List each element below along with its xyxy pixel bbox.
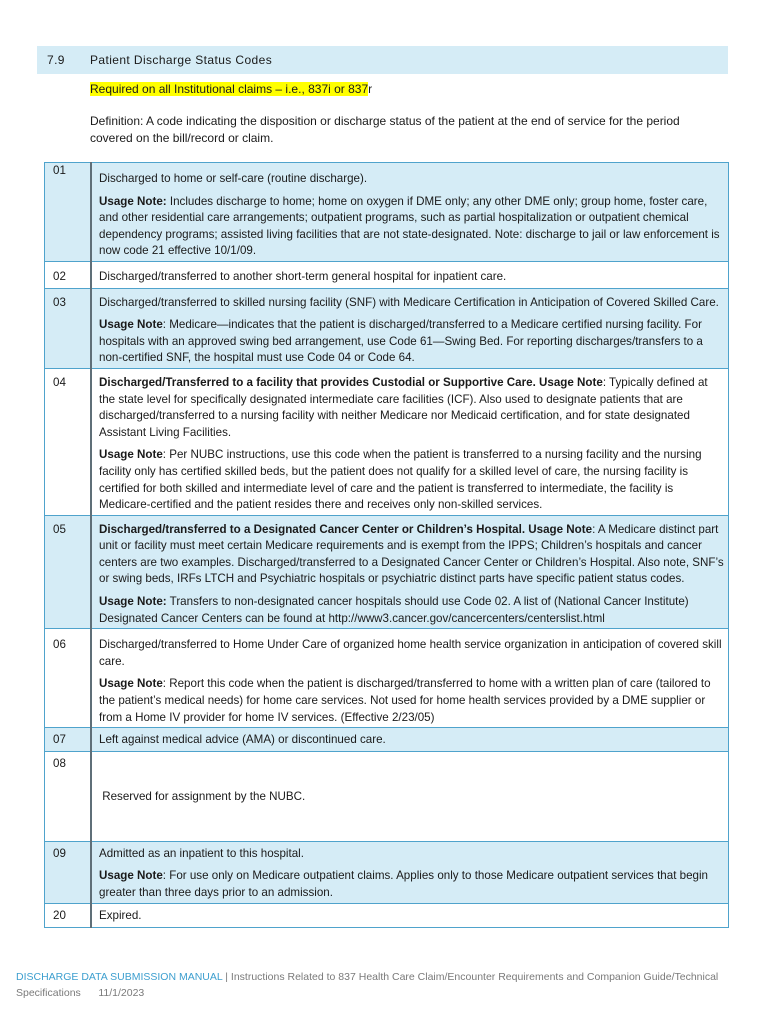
usage-note-label: Usage Note: xyxy=(99,194,167,208)
footer-separator: | xyxy=(222,971,231,983)
usage-note-text: : For use only on Medicare outpatient claims. Applies only to those Medicare outpatient services that begin greater than three days prior to an admission. xyxy=(99,869,709,899)
code-cell: 06 xyxy=(45,629,92,728)
code-cell: 09 xyxy=(45,841,92,903)
description: Expired. xyxy=(99,908,142,922)
description-cell xyxy=(91,515,729,629)
code-cell: 04 xyxy=(45,368,92,515)
description-cell xyxy=(91,288,729,368)
description-cell xyxy=(91,841,729,903)
code-cell: 20 xyxy=(45,903,92,928)
description: Discharged to home or self-care (routine discharge). xyxy=(99,172,368,185)
description-cell xyxy=(91,261,729,288)
description: Discharged/transferred to another short-term general hospital for inpatient care. xyxy=(99,269,507,283)
table-row-09 xyxy=(45,841,729,903)
usage-note-label: Usage Note xyxy=(99,869,163,883)
footer-title: DISCHARGE DATA SUBMISSION MANUAL xyxy=(16,971,223,983)
section-header xyxy=(37,46,728,74)
description-text: : Typically defined at the state level for specifically designated intermediate care facilities (ICF). Also used to designate patients that are discharged/transferred to a nursing facility with neither Medicare nor Medicaid certification, and for state designated Assistant Living Facilities. xyxy=(99,375,708,439)
usage-note-label: Usage Note xyxy=(99,448,163,462)
usage-note-text: : Per NUBC instructions, use this code when the patient is transferred to a nursing facility and the nursing facility only has certified skilled beds, but the patient does not qualify for a skilled level of care, the nursing facility is certified for both skilled and intermediate level of care and the patient is transferred to intermediate, the facility is Medicare-certified and the patient resides there and receives only non-skilled services. xyxy=(99,448,702,512)
usage-note xyxy=(99,868,724,901)
usage-note xyxy=(99,594,724,627)
required-highlight: Required on all Institutional claims – i.e., 837i or 837 xyxy=(90,82,369,96)
description: Left against medical advice (AMA) or discontinued care. xyxy=(99,733,386,747)
section-title: Patient Discharge Status Codes xyxy=(90,53,273,67)
code-cell: 03 xyxy=(45,288,92,368)
usage-note-text: Includes discharge to home; home on oxygen if DME only; any other DME only; group home, foster care, and other residential care arrangements; outpatient programs, such as partial hospitalization or outpatient chemical dependency programs; assisted living facilities that are not state-designated. Note: discharge to jail or law enforcement is now code 21 effective 10/1/09. xyxy=(99,194,720,258)
description: Reserved for assignment by the NUBC. xyxy=(99,790,306,803)
description-cell xyxy=(91,903,729,928)
description-text: : A Medicare distinct part unit or facility must meet certain Medicare requirements and is exempt from the IPPS; Children’s hospitals and cancer centers are two examples. Discharged/transferred to a Designated Cancer Center or Children’s Hospital. Also note, SNF’s or swing beds, IRFs LTCH and Psychiatric hospitals or psychiatric distinct parts have specific patient status codes. xyxy=(99,522,724,586)
description: Discharged/transferred to skilled nursing facility (SNF) with Medicare Certification in Anticipation of Covered Skilled Care. xyxy=(99,295,719,309)
page-footer xyxy=(16,969,736,1001)
usage-note-text: Transfers to non-designated cancer hospitals should use Code 02. A list of (National Cancer Institute) Designated Cancer Centers can be found at http://www3.cancer.gov/cancercenters/centerslist.html xyxy=(99,595,689,625)
table-row-04 xyxy=(45,368,729,515)
table-row-05 xyxy=(45,515,729,629)
description-label: Discharged/transferred to a Designated Cancer Center or Children’s Hospital. Usage Note xyxy=(99,522,593,536)
code-cell: 01 xyxy=(45,163,92,262)
usage-note-label: Usage Note xyxy=(99,318,163,332)
table-row-07 xyxy=(45,728,729,752)
description-cell xyxy=(91,163,729,262)
description-label: Discharged/Transferred to a facility that provides Custodial or Supportive Care. Usage Note xyxy=(99,375,603,389)
footer-date: 11/1/2023 xyxy=(98,987,145,999)
description-cell xyxy=(91,368,729,515)
table-row-08 xyxy=(45,751,729,841)
table-row-01 xyxy=(45,163,729,262)
code-cell: 07 xyxy=(45,728,92,752)
section-number: 7.9 xyxy=(47,53,65,67)
usage-note xyxy=(99,676,724,726)
discharge-codes-table xyxy=(44,162,729,928)
description-cell xyxy=(91,751,729,841)
description: Admitted as an inpatient to this hospital. xyxy=(99,846,304,860)
definition: Definition: A code indicating the disposition or discharge status of the patient at the end of service for the period covered on the bill/record or claim. xyxy=(90,114,680,145)
table-row-06 xyxy=(45,629,729,728)
footer-subtitle: Instructions Related to 837 Health Care Claim/Encounter Requirements and Companion Guide/Technical Specifications xyxy=(16,971,719,999)
usage-note-label: Usage Note xyxy=(99,677,163,691)
usage-note xyxy=(99,194,724,260)
table-row-02 xyxy=(45,261,729,288)
description: Discharged/transferred to Home Under Care of organized home health service organization in anticipation of covered skill care. xyxy=(99,638,722,668)
usage-note xyxy=(99,317,724,367)
description-cell xyxy=(91,728,729,752)
usage-note-text: : Report this code when the patient is discharged/transferred to home with a written plan of care (tailored to the patient’s medical needs) for home care services. Not used for home health services provided by a DME supplier or from a Home IV provider for home IV services. (Effective 2/23/05) xyxy=(99,677,711,724)
code-cell: 08 xyxy=(45,751,92,841)
required-note xyxy=(90,82,372,96)
required-tail: r xyxy=(368,82,373,96)
usage-note-label: Usage Note: xyxy=(99,595,167,609)
description xyxy=(99,375,724,441)
usage-note-text: : Medicare—indicates that the patient is discharged/transferred to a Medicare certified nursing facility. For hospitals with an approved swing bed arrangement, use Code 61—Swing Bed. For reporting discharges/transfers to a non-certified SNF, the hospital must use Code 04 or Code 64. xyxy=(99,318,703,365)
code-cell: 05 xyxy=(45,515,92,629)
usage-note xyxy=(99,447,724,513)
table-row-03 xyxy=(45,288,729,368)
code-cell: 02 xyxy=(45,261,92,288)
description-cell xyxy=(91,629,729,728)
description xyxy=(99,522,724,588)
table-row-20 xyxy=(45,903,729,928)
